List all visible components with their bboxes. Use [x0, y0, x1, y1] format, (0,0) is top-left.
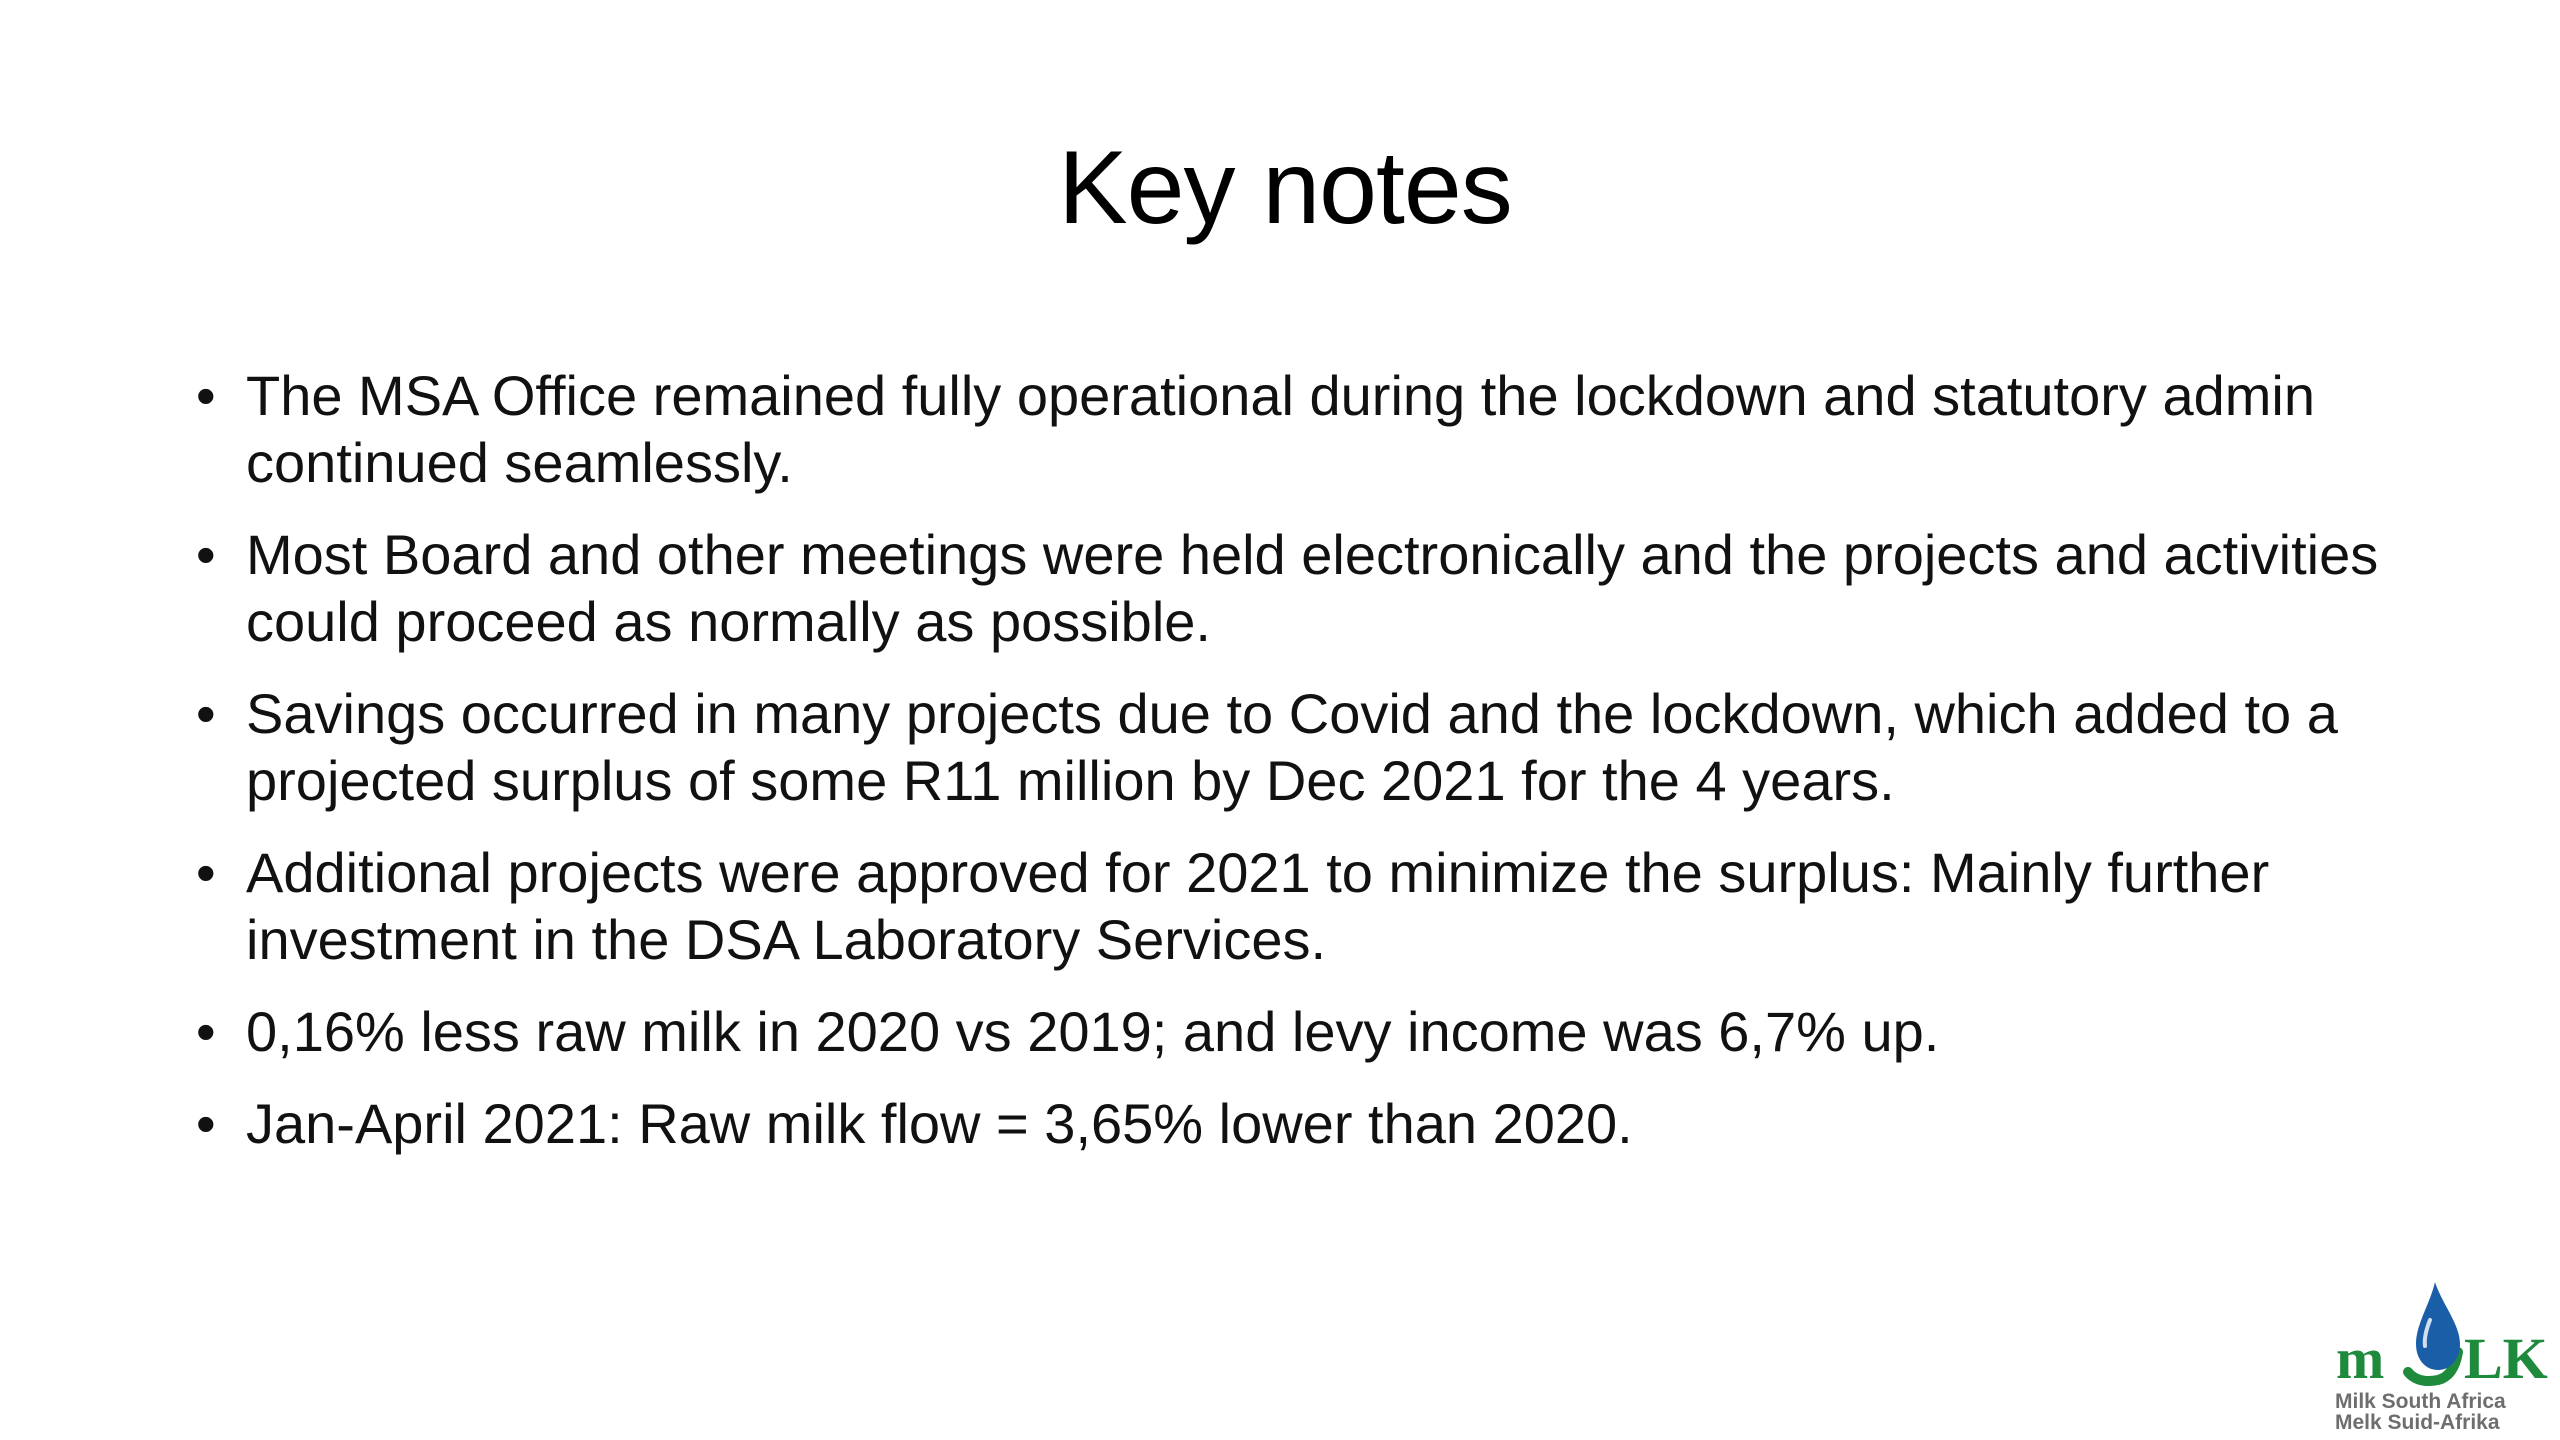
bullet-marker: •	[196, 1000, 216, 1063]
bullet-text: Most Board and other meetings were held electronically and the projects and activities could proceed as normally as possible.	[246, 523, 2379, 653]
bullet-text: The MSA Office remained fully operational during the lockdown and statutory admin continued seamlessly.	[246, 364, 2315, 494]
bullet-marker: •	[196, 523, 216, 586]
bullet-item	[196, 998, 2386, 1065]
bullet-text: Jan-April 2021: Raw milk flow = 3,65% lower than 2020.	[246, 1092, 1633, 1155]
bullet-list	[196, 362, 2386, 1182]
bullet-text: 0,16% less raw milk in 2020 vs 2019; and levy income was 6,7% up.	[246, 1000, 1940, 1063]
bullet-item	[196, 680, 2386, 814]
bullet-marker: •	[196, 841, 216, 904]
logo-wordmark-left: m	[2336, 1326, 2385, 1390]
logo-caption-afrikaans: Melk Suid-Afrika	[2335, 1411, 2500, 1434]
bullet-marker: •	[196, 1092, 216, 1155]
milk-south-africa-logo	[2330, 1280, 2555, 1440]
logo-caption-english: Milk South Africa	[2335, 1390, 2506, 1413]
bullet-item	[196, 362, 2386, 496]
bullet-text: Additional projects were approved for 2021 to minimize the surplus: Mainly further investment in the DSA Laboratory Services.	[246, 841, 2270, 971]
milk-logo-mark-icon	[2330, 1280, 2555, 1390]
bullet-marker: •	[196, 682, 216, 745]
bullet-item	[196, 1090, 2386, 1157]
bullet-item	[196, 839, 2386, 973]
logo-wordmark-right: LK	[2464, 1326, 2548, 1390]
bullet-marker: •	[196, 364, 216, 427]
slide-title: Key notes	[1058, 130, 1512, 246]
bullet-item	[196, 521, 2386, 655]
bullet-text: Savings occurred in many projects due to Covid and the lockdown, which added to a projected surplus of some R11 million by Dec 2021 for the 4 years.	[246, 682, 2338, 812]
